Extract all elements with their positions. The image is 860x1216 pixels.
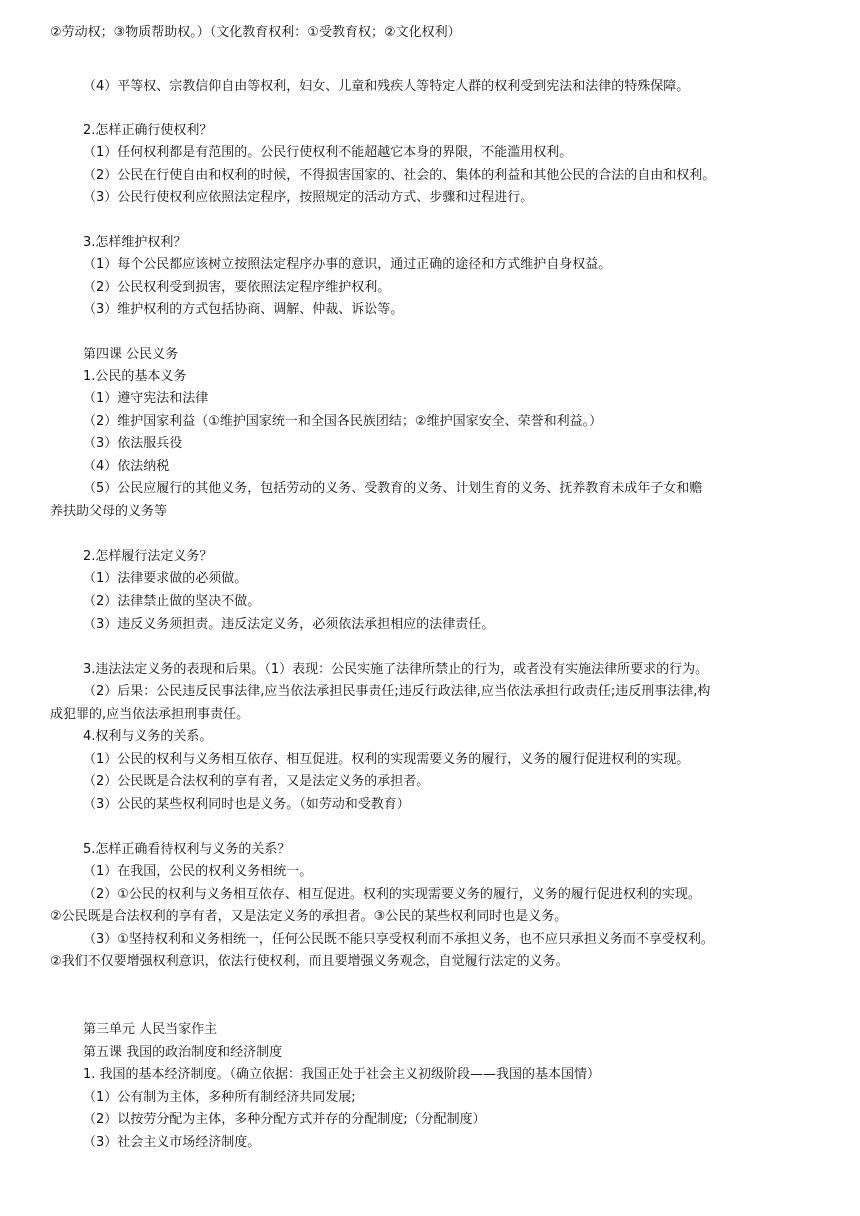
lesson-title: 第五课 我国的政治制度和经济制度: [83, 1045, 283, 1060]
text-line: （4）平等权、宗教信仰自由等权利，妇女、儿童和残疾人等特定人群的权利受到宪法和法律的特殊保障。: [83, 79, 690, 94]
text-line: （2）以按劳分配为主体，多种分配方式并存的分配制度;（分配制度）: [83, 1112, 486, 1127]
text-line: （1）法律要求做的必须做。: [83, 571, 248, 586]
text-line: （3）依法服兵役: [83, 436, 183, 451]
section-heading: 3.怎样维护权利？: [83, 235, 187, 250]
text-line: （2）后果：公民违反民事法律,应当依法承担民事责任;违反行政法律,应当依法承担行政责任;违反刑事法律,构: [83, 684, 711, 699]
lesson-title: 第四课 公民义务: [83, 347, 179, 362]
text-line: （1）在我国，公民的权利义务相统一。: [83, 864, 313, 879]
text-line: （3）公民行使权利应依照法定程序，按照规定的活动方式、步骤和过程进行。: [83, 190, 534, 205]
section-heading: 2.怎样正确行使权利？: [83, 123, 213, 138]
text-line: （4）依法纳税: [83, 459, 170, 474]
text-line: ②我们不仅要增强权利意识，依法行使权利，而且要增强义务观念，自觉履行法定的义务。: [50, 954, 569, 969]
text-line: （1）遵守宪法和法律: [83, 391, 209, 406]
section-heading: 2.怎样履行法定义务？: [83, 549, 213, 564]
text-line: （3）①坚持权利和义务相统一，任何公民既不能只享受权利而不承担义务，也不应只承担义务而不享受权利。: [83, 932, 714, 947]
text-line: ②公民既是合法权利的享有者，又是法定义务的承担者。③公民的某些权利同时也是义务。: [50, 909, 568, 924]
text-line: （1）公民的权利与义务相互依存、相互促进。权利的实现需要义务的履行，义务的履行促进权利的实现。: [83, 752, 690, 767]
text-line: （2）公民在行使自由和权利的时候，不得损害国家的、社会的、集体的利益和其他公民的合法的自由和权利。: [83, 168, 716, 183]
section-heading: 5.怎样正确看待权利与义务的关系？: [83, 842, 291, 857]
text-line: 成犯罪的,应当依法承担刑事责任。: [50, 707, 250, 722]
text-line: ②劳动权；③物质帮助权。）（文化教育权利：①受教育权；②文化权利）: [50, 25, 461, 40]
text-line: （3）公民的某些权利同时也是义务。（如劳动和受教育）: [83, 797, 410, 812]
unit-title: 第三单元 人民当家作主: [83, 1022, 218, 1037]
text-line: （1）每个公民都应该树立按照法定程序办事的意识，通过正确的途径和方式维护自身权益。: [83, 257, 612, 272]
section-heading: 1.公民的基本义务: [83, 369, 187, 384]
text-line: （3）维护权利的方式包括协商、调解、仲裁、诉讼等。: [83, 302, 404, 317]
text-line: （3）违反义务须担责。违反法定义务，必须依法承担相应的法律责任。: [83, 617, 495, 632]
text-line: （3）社会主义市场经济制度。: [83, 1135, 261, 1150]
section-heading: 3.违法法定义务的表现和后果。（1）表现：公民实施了法律所禁止的行为，或者没有实施法律所要求的行为。: [83, 662, 709, 677]
text-line: （2）公民既是合法权利的享有者，又是法定义务的承担者。: [83, 774, 430, 789]
text-line: 养扶助父母的义务等: [50, 504, 168, 519]
section-heading: 1. 我国的基本经济制度。（确立依据：我国正处于社会主义初级阶段——我国的基本国情）: [83, 1067, 601, 1082]
section-heading: 4.权利与义务的关系。: [83, 729, 213, 744]
text-line: （2）①公民的权利与义务相互依存、相互促进。权利的实现需要义务的履行，义务的履行促进权利的实现。: [83, 887, 701, 902]
text-line: （2）公民权利受到损害，要依照法定程序维护权利。: [83, 280, 391, 295]
text-line: （5）公民应履行的其他义务，包括劳动的义务、受教育的义务、计划生育的义务、抚养教育未成年子女和赡: [83, 481, 703, 496]
text-line: （1）任何权利都是有范围的。公民行使权利不能超越它本身的界限，不能滥用权利。: [83, 145, 573, 160]
text-line: （2）法律禁止做的坚决不做。: [83, 594, 261, 609]
text-line: （2）维护国家利益（①维护国家统一和全国各民族团结；②维护国家安全、荣誉和利益。）: [83, 414, 603, 429]
text-line: （1）公有制为主体，多种所有制经济共同发展;: [83, 1090, 356, 1105]
